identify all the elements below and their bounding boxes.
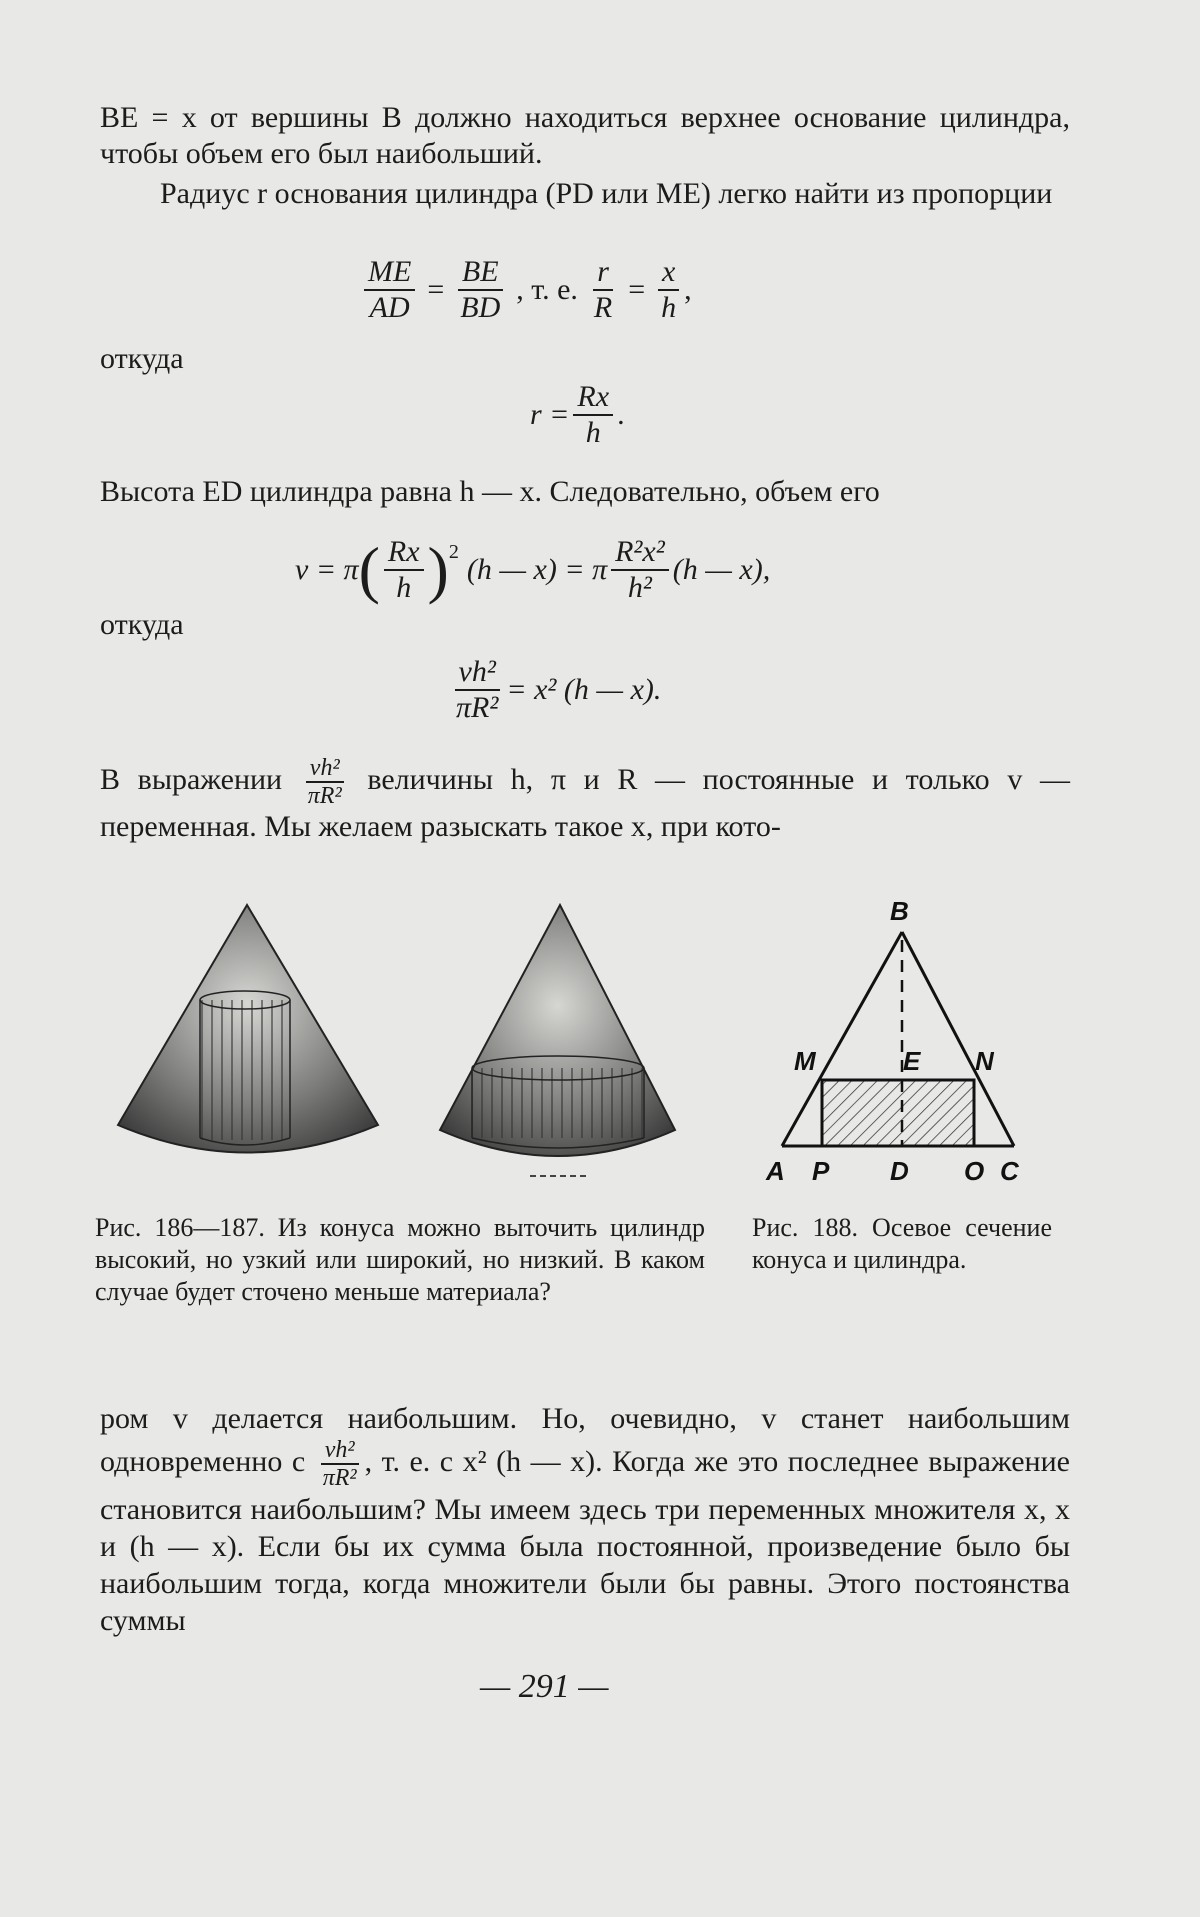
right-paren: ) bbox=[427, 534, 449, 605]
label-B: B bbox=[890, 896, 909, 926]
frac-den: h bbox=[661, 291, 677, 324]
label-M: M bbox=[794, 1046, 816, 1076]
text-span: В выражении bbox=[100, 762, 283, 796]
exponent: 2 bbox=[448, 541, 459, 563]
equals-sign: = bbox=[628, 273, 646, 306]
frac-den: πR² bbox=[307, 783, 342, 809]
text-span: , т. е. с x² (h — x). Когда же это последнее выражение становится наибольшим? Мы имеем здесь три переменных множителя x, x и (h — x). Если бы их сумма была постоянной, произведение было бы наибольшим тогда, когда множители были бы равны. Этого постоянства суммы bbox=[100, 1444, 1070, 1637]
frac-den: AD bbox=[369, 291, 410, 324]
frac-num: x bbox=[658, 255, 679, 291]
label-O: O bbox=[964, 1156, 985, 1186]
frac-num: ME bbox=[364, 255, 415, 291]
eq-rhs: = x² (h — x). bbox=[506, 673, 662, 706]
eq-lhs: v = π bbox=[295, 553, 359, 586]
ratio-equation bbox=[448, 655, 661, 725]
volume-equation bbox=[295, 535, 770, 605]
frac-num: vh² bbox=[321, 1437, 359, 1465]
comma: , bbox=[684, 273, 692, 306]
page-number: — 291 — bbox=[480, 1668, 609, 1705]
frac-den: BD bbox=[460, 291, 501, 324]
otkuda-word-1: откуда bbox=[100, 342, 184, 375]
eq-middle: (h — x) = π bbox=[466, 553, 608, 586]
label-D: D bbox=[890, 1156, 909, 1186]
cone-tall-cylinder-illustration bbox=[118, 905, 378, 1153]
frac-den: h² bbox=[627, 571, 652, 604]
period: . bbox=[617, 398, 625, 431]
caption-fig-186-187: Рис. 186—187. Из конуса можно выточить цилиндр высокий, но узкий или широкий, но низкий. В каком случае будет сточено меньше материала? bbox=[95, 1213, 705, 1306]
proportion-equation bbox=[360, 255, 692, 325]
frac-den: h bbox=[585, 416, 601, 449]
separator-text: , т. е. bbox=[516, 273, 578, 306]
axial-section-diagram bbox=[765, 896, 1020, 1186]
otkuda-word-2: откуда bbox=[100, 608, 184, 641]
label-C: C bbox=[1000, 1156, 1019, 1186]
radius-equation bbox=[530, 380, 625, 450]
figures bbox=[100, 890, 1100, 1190]
frac-num: R²x² bbox=[611, 535, 669, 571]
eq-lhs: r = bbox=[530, 398, 570, 431]
frac-den: πR² bbox=[322, 1465, 357, 1491]
text-span: ром v делается наибольшим. Но, очевидно, v станет наибольшим одновременно с bbox=[100, 1402, 1070, 1478]
paragraph-5 bbox=[100, 1400, 1070, 1639]
label-E: E bbox=[903, 1046, 921, 1076]
label-A: A bbox=[766, 1156, 785, 1186]
caption-fig-188: Рис. 188. Осевое сечение конуса и цилиндра. bbox=[752, 1213, 1052, 1274]
label-N: N bbox=[975, 1046, 994, 1076]
frac-num: Rx bbox=[384, 535, 424, 571]
paragraph-4 bbox=[100, 755, 1070, 845]
cone-wide-cylinder-illustration bbox=[440, 905, 675, 1176]
paragraph-2: Радиус r основания цилиндра (PD или ME) легко найти из пропорции bbox=[160, 177, 1053, 210]
frac-num: vh² bbox=[455, 655, 500, 691]
text-span: величины h, π и R — постоянные и только v — переменная. Мы желаем разыскать такое x, при кото- bbox=[100, 762, 1070, 843]
eq-end: (h — x), bbox=[672, 553, 771, 586]
paragraph-3: Высота ED цилиндра равна h — x. Следовательно, объем его bbox=[100, 475, 880, 508]
frac-num: vh² bbox=[306, 755, 344, 783]
left-paren: ( bbox=[358, 534, 380, 605]
equals-sign: = bbox=[427, 273, 445, 306]
frac-den: h bbox=[396, 571, 412, 604]
frac-den: πR² bbox=[456, 691, 499, 724]
label-P: P bbox=[812, 1156, 830, 1186]
paragraph-1: BE = x от вершины B должно находиться верхнее основание цилиндра, чтобы объем его был наибольший. bbox=[100, 101, 1070, 170]
frac-num: BE bbox=[458, 255, 503, 291]
frac-den: R bbox=[593, 291, 613, 324]
frac-num: Rx bbox=[573, 380, 613, 416]
frac-num: r bbox=[593, 255, 613, 291]
